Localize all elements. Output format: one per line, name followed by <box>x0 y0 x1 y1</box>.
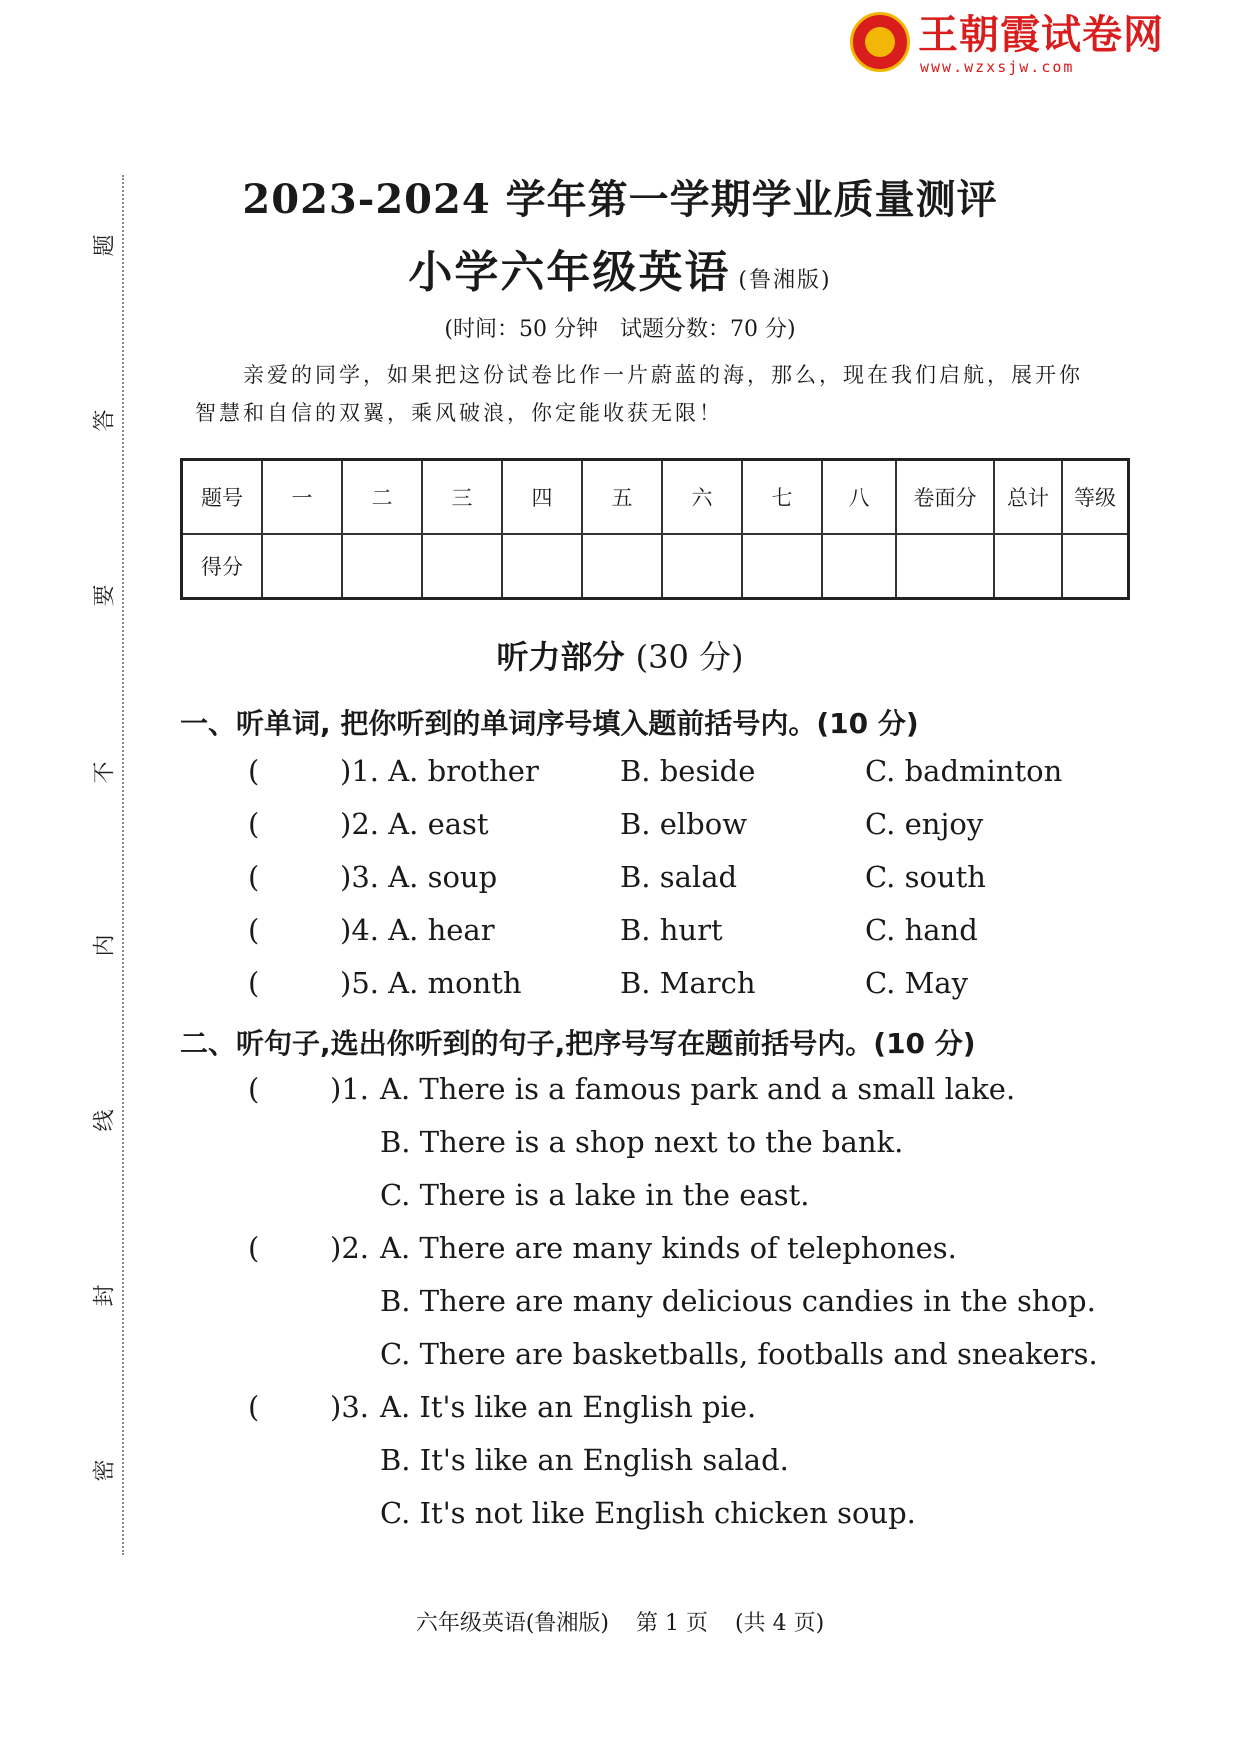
edition-label: (鲁湘版) <box>738 268 832 293</box>
question-option-b: B. There is a shop next to the bank. <box>380 1125 904 1159</box>
table-header-cell: 二 <box>342 460 422 535</box>
answer-bracket[interactable]: ( <box>248 860 260 894</box>
question-option-b: B. It's like an English salad. <box>380 1443 789 1477</box>
question-option-c: C. south <box>865 860 986 894</box>
exam-title: 2023-2024 学年第一学期学业质量测评 <box>242 176 998 223</box>
question-number: )3. <box>330 1390 369 1424</box>
answer-bracket[interactable]: ( <box>248 1390 260 1424</box>
question-option-c: C. enjoy <box>865 807 984 841</box>
question-option-a: )1. A. brother <box>340 754 539 788</box>
part1-title: 一、听单词, 把你听到的单词序号填入题前括号内。(10 分) <box>180 707 919 740</box>
score-cell[interactable] <box>582 534 662 599</box>
binding-char: 密 <box>92 1459 118 1482</box>
footer-page-number: 第 1 页 <box>636 1611 708 1636</box>
intro-line-1: 亲爱的同学，如果把这份试卷比作一片蔚蓝的海，那么，现在我们启航，展开你 <box>243 363 1083 387</box>
score-cell[interactable] <box>822 534 896 599</box>
subject-title: 小学六年级英语 <box>408 247 731 298</box>
table-header-cell: 等级 <box>1062 460 1129 535</box>
score-table <box>180 458 1130 600</box>
answer-bracket[interactable]: ( <box>248 754 260 788</box>
score-cell[interactable] <box>502 534 582 599</box>
question-option-b: B. elbow <box>620 807 748 841</box>
table-header-cell: 五 <box>582 460 662 535</box>
answer-bracket[interactable]: ( <box>248 807 260 841</box>
table-header-cell: 七 <box>742 460 822 535</box>
score-cell[interactable] <box>742 534 822 599</box>
binding-dotted-line <box>122 175 124 1555</box>
part2-title: 二、听句子,选出你听到的句子,把序号写在题前括号内。(10 分) <box>180 1027 976 1060</box>
answer-bracket[interactable]: ( <box>248 966 260 1000</box>
question-option-c: C. hand <box>865 913 978 947</box>
table-header-cell: 一 <box>262 460 342 535</box>
score-cell[interactable] <box>422 534 502 599</box>
page-footer <box>0 1606 1240 1637</box>
table-header-cell: 四 <box>502 460 582 535</box>
binding-char: 答 <box>92 409 118 432</box>
logo-emblem-icon <box>850 12 910 72</box>
logo-name: 王朝霞试卷网 <box>918 12 1164 58</box>
question-option-a: )5. A. month <box>340 966 522 1000</box>
answer-bracket[interactable]: ( <box>248 913 260 947</box>
table-row-label: 得分 <box>182 534 263 599</box>
question-option-c: C. May <box>865 966 968 1000</box>
intro-line-2: 智慧和自信的双翼，乘风破浪，你定能收获无限！ <box>195 401 723 425</box>
binding-char: 封 <box>92 1284 118 1307</box>
table-header-cell: 三 <box>422 460 502 535</box>
footer-total-pages: (共 4 页) <box>735 1611 825 1636</box>
score-cell[interactable] <box>1062 534 1129 599</box>
score-cell[interactable] <box>662 534 742 599</box>
question-option-b: B. hurt <box>620 913 723 947</box>
question-option-b: B. salad <box>620 860 738 894</box>
listening-section-title <box>0 632 1240 678</box>
question-option-a: A. There is a famous park and a small lake. <box>380 1072 1016 1106</box>
binding-char: 不 <box>92 761 118 784</box>
binding-char: 题 <box>92 234 118 257</box>
question-option-b: B. March <box>620 966 756 1000</box>
table-header-cell: 六 <box>662 460 742 535</box>
question-option-c: C. There is a lake in the east. <box>380 1178 810 1212</box>
logo-url: www.wzxsjw.com <box>920 58 1075 76</box>
binding-char: 要 <box>92 584 118 607</box>
section-name: 听力部分 <box>496 638 625 676</box>
question-option-c: C. badminton <box>865 754 1063 788</box>
table-header-cell: 题号 <box>182 460 263 535</box>
time-and-score-info: (时间：50 分钟 试题分数：70 分) <box>444 317 796 342</box>
question-option-a: A. It's like an English pie. <box>380 1390 757 1424</box>
score-cell[interactable] <box>896 534 994 599</box>
question-option-b: B. There are many delicious candies in the shop. <box>380 1284 1096 1318</box>
question-option-a: )2. A. east <box>340 807 489 841</box>
table-header-cell: 卷面分 <box>896 460 994 535</box>
footer-subject: 六年级英语(鲁湘版) <box>415 1611 610 1636</box>
section-points: (30 分) <box>635 638 744 676</box>
question-option-a: )3. A. soup <box>340 860 498 894</box>
binding-char: 内 <box>92 934 118 957</box>
exam-subtitle <box>0 236 1240 300</box>
table-header-cell: 八 <box>822 460 896 535</box>
question-option-c: C. It's not like English chicken soup. <box>380 1496 916 1530</box>
site-logo <box>850 12 1170 76</box>
answer-bracket[interactable]: ( <box>248 1072 260 1106</box>
score-cell[interactable] <box>342 534 422 599</box>
score-table-score-row <box>182 534 1129 599</box>
score-cell[interactable] <box>994 534 1062 599</box>
question-option-a: )4. A. hear <box>340 913 495 947</box>
question-number: )2. <box>330 1231 369 1265</box>
table-header-cell: 总计 <box>994 460 1062 535</box>
question-number: )1. <box>330 1072 369 1106</box>
answer-bracket[interactable]: ( <box>248 1231 260 1265</box>
question-option-c: C. There are basketballs, footballs and sneakers. <box>380 1337 1098 1371</box>
score-cell[interactable] <box>262 534 342 599</box>
score-table-header-row <box>182 460 1129 535</box>
question-option-b: B. beside <box>620 754 756 788</box>
question-option-a: A. There are many kinds of telephones. <box>380 1231 957 1265</box>
binding-char: 线 <box>92 1109 118 1132</box>
